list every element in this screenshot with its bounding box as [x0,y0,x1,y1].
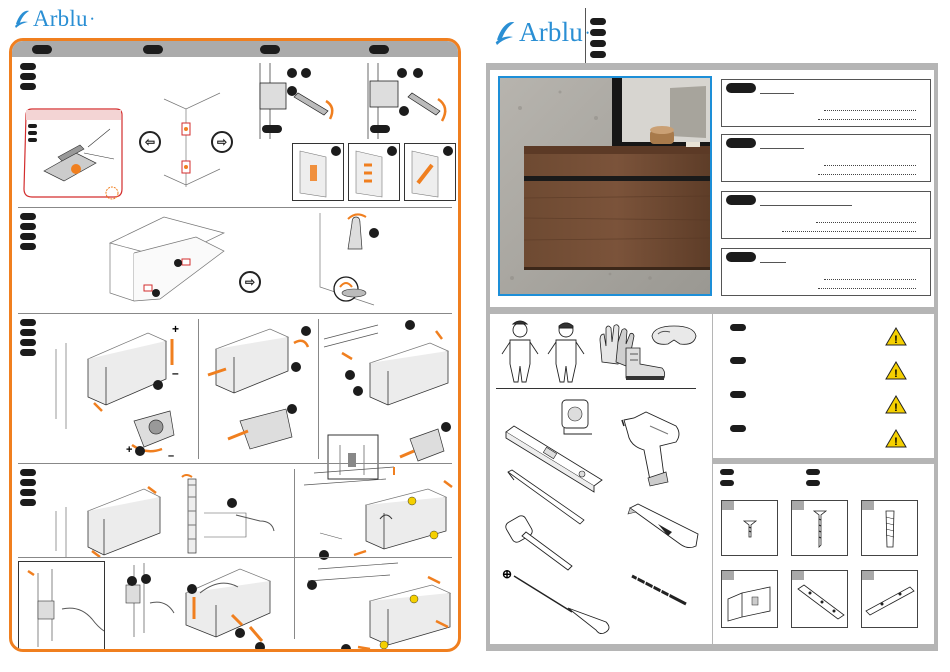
section-divider-4 [18,557,452,558]
spec-underline [760,93,794,94]
panel-header-bar [12,41,458,57]
clip-fit-illustration [116,561,178,641]
arrow-right-icon [239,271,261,293]
spec-underline [760,205,852,206]
tools-divider [496,388,696,389]
rail-screw-illustration [176,477,286,557]
spec-dotted-line [818,288,916,289]
spec-box-3 [721,191,931,239]
warning-icon [885,429,907,448]
safety-boots-icon [622,346,666,382]
svg-text:!: ! [894,334,898,346]
warning-icon [885,361,907,380]
spec-dotted-line [818,174,916,175]
hardware-screw-box [721,500,778,556]
spec-underline [760,262,786,263]
brand-logo-left [14,6,94,32]
header-label-3 [260,45,280,54]
arblu-swoosh-icon [14,10,30,28]
logo-separator [585,8,586,63]
minus-sign: – [168,450,175,462]
section-divider-2 [18,313,452,314]
svg-text:!: ! [894,368,898,380]
brand-name: Arblu [519,17,583,47]
brand-trademark: • [586,27,590,38]
spec-dotted-line [782,231,916,232]
drawer-close-illustration [298,561,458,652]
drill-icon [620,406,690,486]
spec-underline [760,148,804,149]
tape-measure-icon [556,396,594,436]
spec-box-4 [721,248,931,296]
plus-sign: + [172,322,180,336]
door-adjust-thumb-3 [404,143,456,201]
side-panel-detail-illustration [18,561,110,652]
section-divider-3 [18,463,452,464]
screw-icon [722,501,779,557]
arrow-right-glyph: ⇨ [244,275,256,289]
brand-logo-right [494,17,589,48]
drawer-box-assembly-illustration [180,563,290,652]
tools-column-divider [712,314,713,644]
assembly-instructions-panel [9,38,461,652]
header-label-4 [369,45,389,54]
product-photo [498,76,712,296]
spec-label-pill [726,195,756,205]
spec-label-pill [726,83,756,93]
arrow-left-glyph: ⇦ [144,135,156,149]
flap-stay-adjust-illustration [274,209,394,309]
door-adjust-thumb-1 [292,143,344,201]
spec-dotted-line [824,165,916,166]
spec-box-1 [721,79,931,127]
wall-bracket-icon [722,571,779,629]
bottom-gray-band [486,644,938,651]
column-divider [198,319,199,459]
hardware-hanging-rail-box [791,570,848,628]
spec-label-pill [726,138,756,148]
drawer-front-illustration [48,471,168,561]
spec-dotted-line [824,279,916,280]
drawer-slide-illustration [318,319,458,479]
spec-dotted-line [816,222,916,223]
hardware-wall-plug-box [861,500,918,556]
long-screw-icon [792,501,849,557]
brand-trademark: • [90,14,94,24]
section-divider-1 [18,207,452,208]
warning-icon [885,327,907,346]
spec-dotted-line [818,119,916,120]
drawer-removal-illustration [200,319,318,459]
screwdriver-icon [502,566,614,636]
arblu-swoosh-icon [494,21,516,45]
drawer-open-illustration [294,465,454,557]
header-label-1 [32,45,52,54]
brand-name: Arblu [33,6,88,31]
drill-bit-icon [630,572,690,608]
hinge-screwdriver-a-illustration [244,61,344,141]
hardware-gray-band [713,458,938,464]
flap-cabinet-illustration [100,213,230,303]
minus-sign: – [172,366,179,380]
svg-text:!: ! [894,402,898,414]
cabinet-corner-illustration [158,89,228,189]
hardware-long-screw-box [791,500,848,556]
header-label-2 [143,45,163,54]
door-adjust-thumb-2 [348,143,400,201]
spec-box-2 [721,134,931,182]
hinge-screwdriver-b-illustration [352,61,456,145]
hanging-rail-icon [792,571,849,629]
middle-gray-band [486,307,938,314]
svg-text:!: ! [894,436,898,448]
drawer-height-adjust-illustration [48,319,198,462]
hardware-wall-bracket-box [721,570,778,628]
mounting-plate-icon [862,571,919,629]
spec-dotted-line [824,110,916,111]
warning-icon [885,395,907,414]
spec-label-pill [726,252,756,262]
hinge-detail-illustration [18,107,128,203]
rubber-mallet-icon [504,510,576,572]
cutter-icon [628,502,700,552]
workers-icon [500,318,590,384]
plus-sign: + [126,444,133,456]
hardware-mounting-plate-box [861,570,918,628]
vanity-unit-photo [500,78,710,294]
arrow-right-glyph: ⇨ [216,135,228,149]
plus-circle-glyph: ⊕ [502,567,513,581]
wall-plug-icon [862,501,919,557]
